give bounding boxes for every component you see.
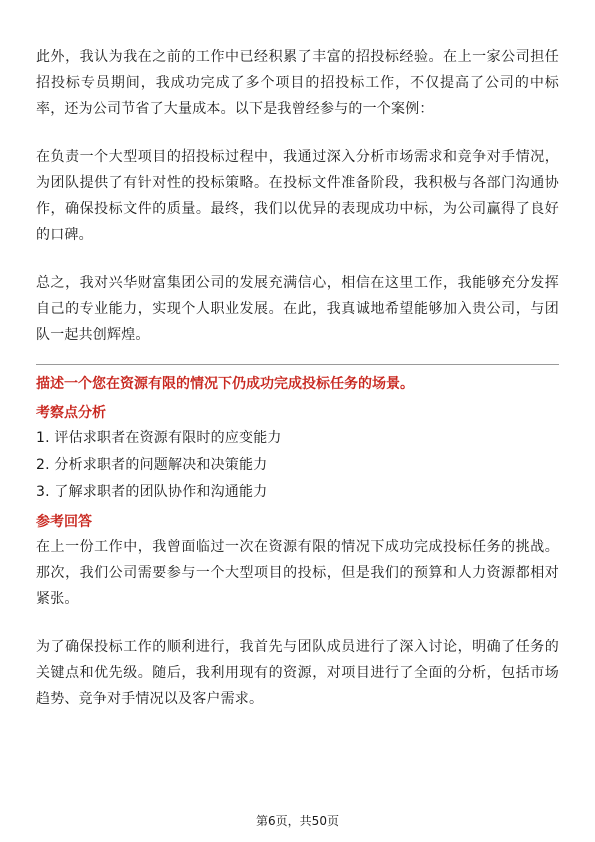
- section-divider: [36, 364, 559, 365]
- list-item: 1. 评估求职者在资源有限时的应变能力: [36, 430, 282, 446]
- body-paragraph: 总之，我对兴华财富集团公司的发展充满信心，相信在这里工作，我能够充分发挥自己的专业能力，实现个人职业发展。在此，我真诚地希望能够加入贵公司，与团队一起共创辉煌。: [36, 275, 559, 343]
- answer-paragraph: 在上一份工作中，我曾面临过一次在资源有限的情况下成功完成投标任务的挑战。那次，我们公司需要参与一个大型项目的投标，但是我们的预算和人力资源都相对紧张。: [36, 539, 559, 607]
- answer-paragraph: 为了确保投标工作的顺利进行，我首先与团队成员进行了深入讨论，明确了任务的关键点和优先级。随后，我利用现有的资源，对项目进行了全面的分析，包括市场趋势、竞争对手情况以及客户需求。: [36, 639, 559, 707]
- answer-heading: 参考回答: [36, 514, 92, 530]
- paragraph-gap: [36, 122, 559, 144]
- paragraph-gap: [36, 248, 559, 270]
- page-footer: 第6页，共50页: [256, 814, 339, 828]
- list-item: 2. 分析求职者的问题解决和决策能力: [36, 457, 268, 473]
- body-paragraph: 在负责一个大型项目的招投标过程中，我通过深入分析市场需求和竞争对手情况，为团队提供了有针对性的投标策略。在投标文件准备阶段，我积极与各部门沟通协作，确保投标文件的质量。最终，我们以优异的表现成功中标，为公司赢得了良好的口碑。: [36, 149, 559, 243]
- question-title: 描述一个您在资源有限的情况下仍成功完成投标任务的场景。: [36, 376, 414, 392]
- list-item: 3. 了解求职者的团队协作和沟通能力: [36, 484, 268, 500]
- paragraph-gap: [36, 612, 559, 634]
- analysis-list: [36, 425, 559, 506]
- body-paragraph: 此外，我认为我在之前的工作中已经积累了丰富的招投标经验。在上一家公司担任招投标专员期间，我成功完成了多个项目的招投标工作，不仅提高了公司的中标率，还为公司节省了大量成本。以下是我曾经参与的一个案例：: [36, 49, 559, 117]
- document-page: [36, 44, 559, 712]
- analysis-heading: 考察点分析: [36, 405, 106, 421]
